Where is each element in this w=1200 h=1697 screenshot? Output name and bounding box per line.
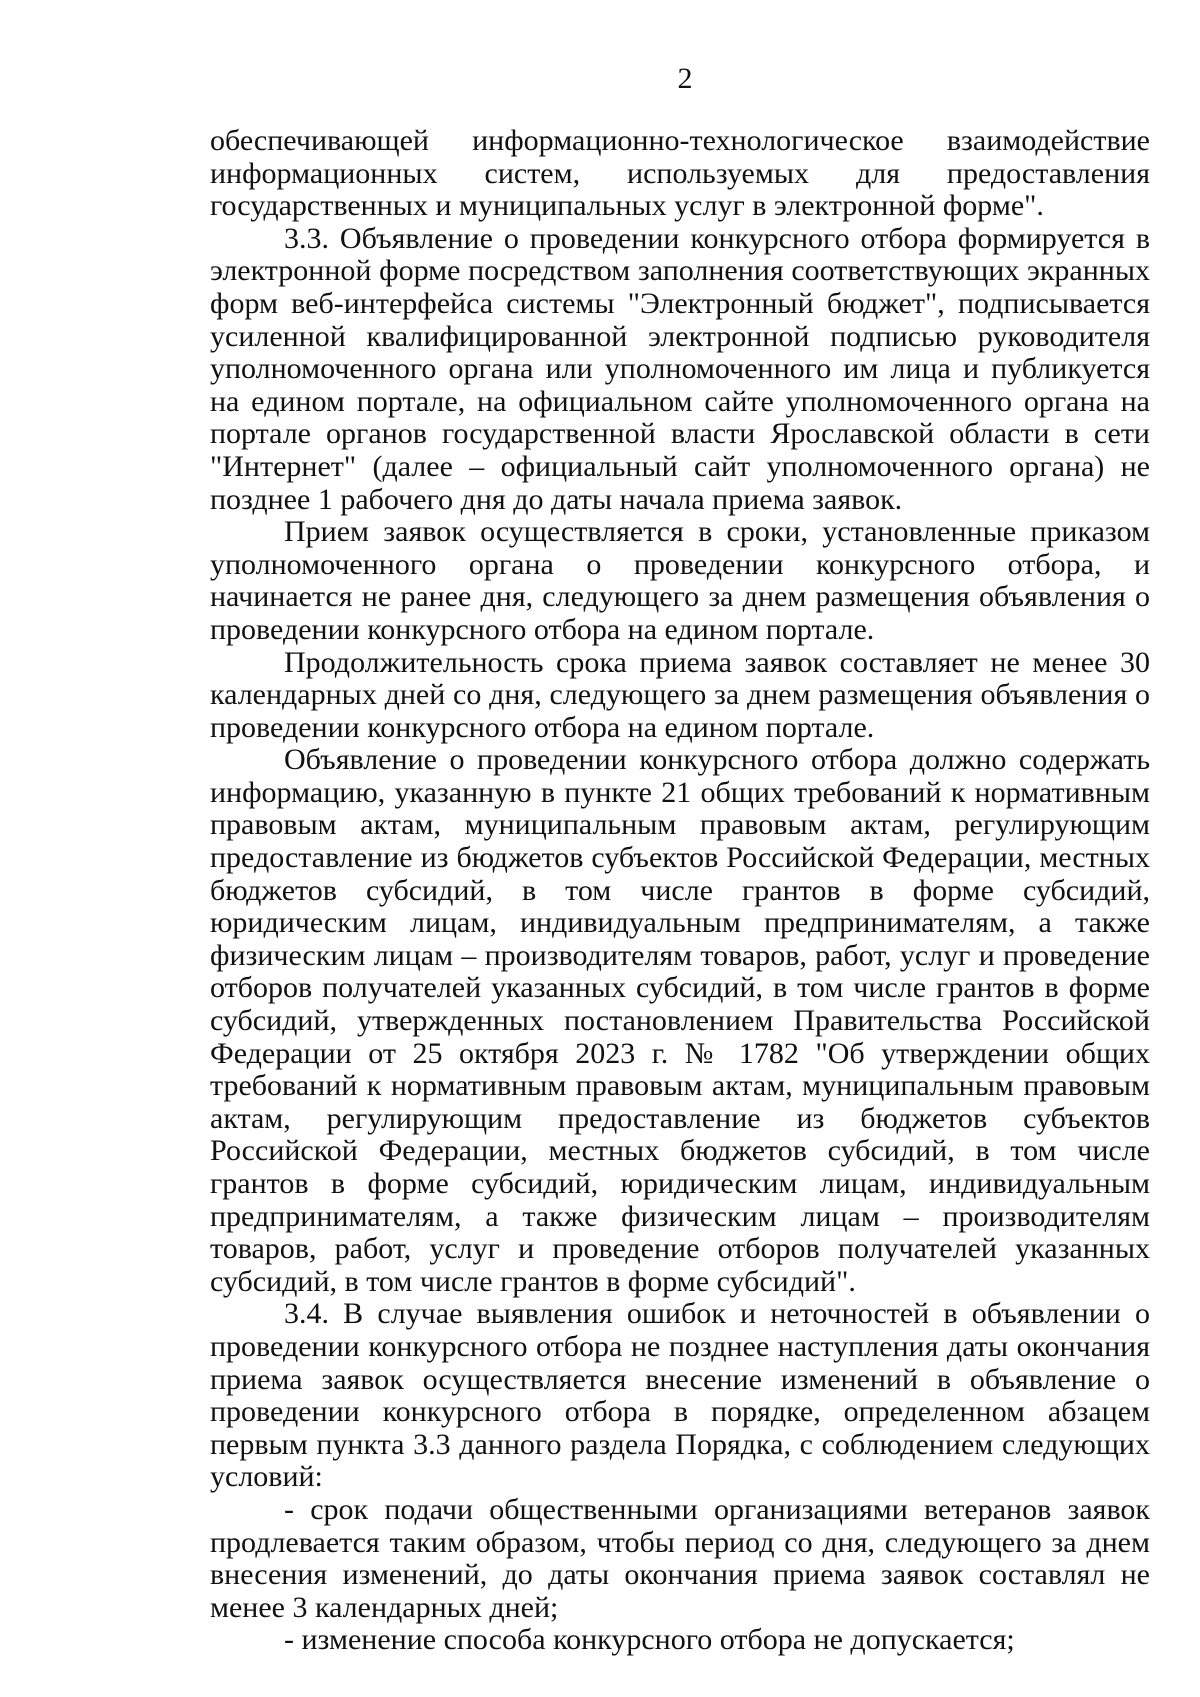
paragraph-3-3: 3.3. Объявление о проведении конкурсного отбора формируется в электронной форме посредством заполнения соответствующих экранных форм веб-интерфейса системы "Электронный бюджет", подписывается усиленной квалифицированной электронной подписью руководителя уполномоченного органа или уполномоченного им лица и публикуется на едином портале, на официальном сайте уполномоченного органа на портале органов государственной власти Ярославской области в сети "Интернет" (далее – официальный сайт уполномоченного органа) не позднее 1 рабочего дня до даты начала приема заявок. — [210, 221, 1150, 516]
document-body — [210, 125, 1150, 1657]
list-item-deadline-extension: - срок подачи общественными организациями ветеранов заявок продлевается таким образом, чтобы период со дня, следующего за днем внесения изменений, до даты окончания приема заявок составлял не менее 3 календарных дней; — [210, 1492, 1150, 1624]
paragraph-3-4: 3.4. В случае выявления ошибок и неточностей в объявлении о проведении конкурсного отбора не позднее наступления даты окончания приема заявок осуществляется внесение изменений в объявление о проведении конкурсного отбора в порядке, определенном абзацем первым пункта 3.3 данного раздела Порядка, с соблюдением следующих условий: — [210, 1297, 1150, 1494]
page-number: 2 — [677, 62, 693, 95]
list-item-method-change: - изменение способа конкурсного отбора не допускается; — [284, 1623, 1015, 1657]
paragraph-application-duration: Продолжительность срока приема заявок составляет не менее 30 календарных дней со дня, следующего за днем размещения объявления о проведении конкурсного отбора на едином портале. — [210, 645, 1150, 744]
paragraph-application-period: Прием заявок осуществляется в сроки, установленные приказом уполномоченного органа о проведении конкурсного отбора, и начинается не ранее дня, следующего за днем размещения объявления о проведении конкурсного отбора на едином портале. — [210, 515, 1150, 646]
paragraph-continuation: обеспечивающей информационно-технологическое взаимодействие информационных систем, используемых для предоставления государственных и муниципальных услуг в электронной форме". — [210, 124, 1150, 223]
paragraph-announcement-content: Объявление о проведении конкурсного отбора должно содержать информацию, указанную в пункте 21 общих требований к нормативным правовым актам, муниципальным правовым актам, регулирующим предоставление из бюджетов субъектов Российской Федерации, местных бюджетов субсидий, в том числе грантов в форме субсидий, юридическим лицам, индивидуальным предпринимателям, а также физическим лицам – производителям товаров, работ, услуг и проведение отборов получателей указанных субсидий, в том числе грантов в форме субсидий, утвержденных постановлением Правительства Российской Федерации от 25 октября 2023 г. № 1782 "Об утверждении общих требований к нормативным правовым актам, муниципальным правовым актам, регулирующим предоставление из бюджетов субъектов Российской Федерации, местных бюджетов субсидий, в том числе грантов в форме субсидий, юридическим лицам, индивидуальным предпринимателям, а также физическим лицам – производителям товаров, работ, услуг и проведение отборов получателей указанных субсидий, в том числе грантов в форме субсидий". — [210, 743, 1150, 1298]
